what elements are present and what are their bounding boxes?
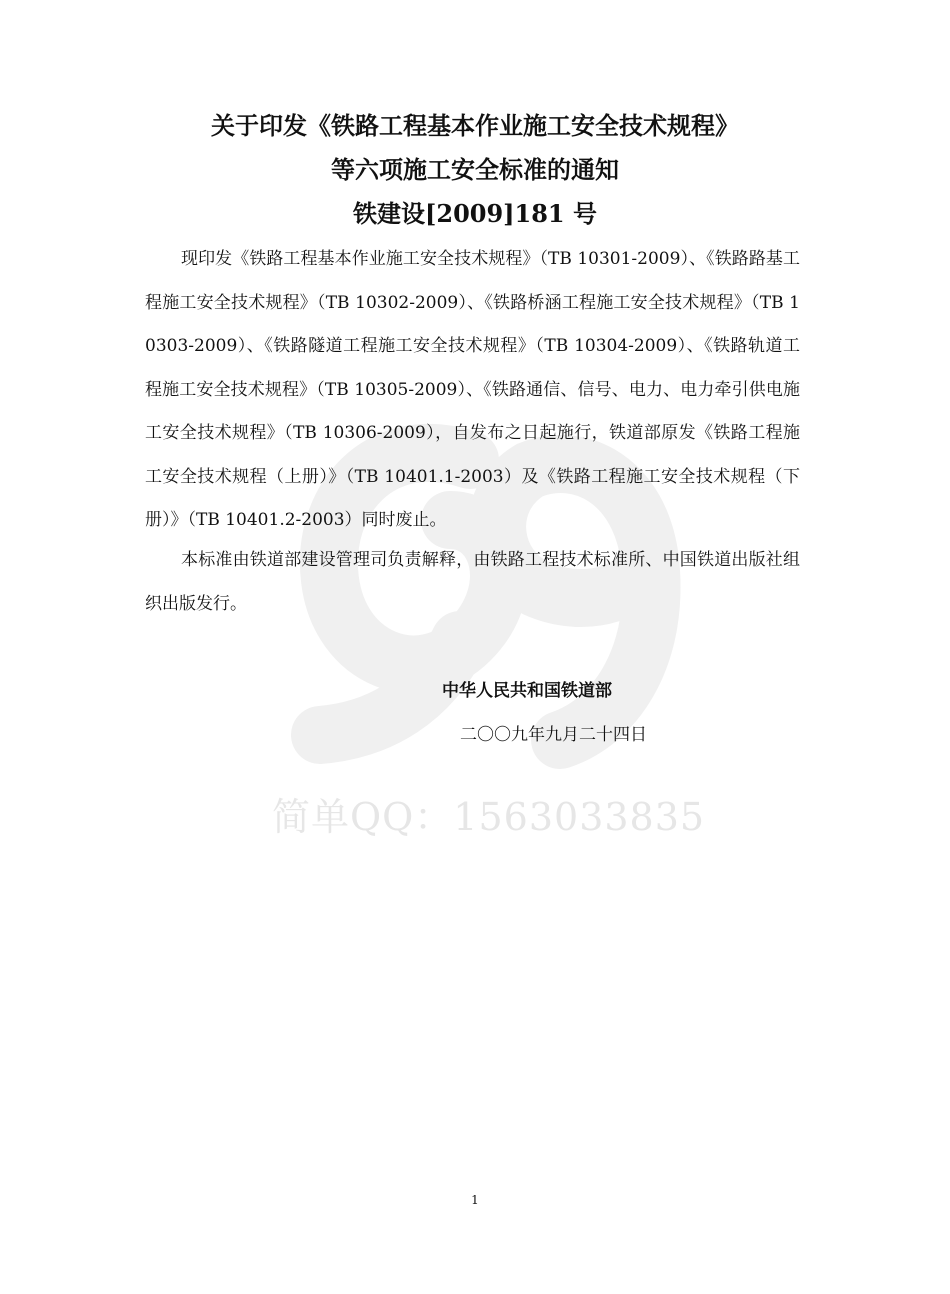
body-paragraph-1: 现印发《铁路工程基本作业施工安全技术规程》（TB 10301-2009）、《铁路路基工程施工安全技术规程》（TB 10302-2009）、《铁路桥涵工程施工安全技术规程》（TB 10303-2009）、《铁路隧道工程施工安全技术规程》（TB 10304-2009）、《铁路轨道工程施工安全技术规程》（TB 10305-2009）、《铁路通信、信号、电力、电力牵引供电施工安全技术规程》（TB 10306-2009），自发布之日起施行，铁道部原发《铁路工程施工安全技术规程（上册）》（TB 10401.1-2003）及《铁路工程施工安全技术规程（下册）》（TB 10401.2-2003）同时废止。	[145, 249, 800, 530]
document-number: 铁建设[2009]181 号	[353, 199, 597, 228]
watermark-text: 简单QQ：1563033835	[272, 795, 706, 839]
issue-date: 二〇〇九年九月二十四日	[460, 725, 647, 745]
issuer-signature: 中华人民共和国铁道部	[442, 681, 612, 701]
document-title-line-1: 关于印发《铁路工程基本作业施工安全技术规程》	[211, 111, 739, 140]
page-number: 1	[471, 1193, 479, 1207]
document-title-line-2: 等六项施工安全标准的通知	[331, 155, 619, 184]
body-paragraph-2: 本标准由铁道部建设管理司负责解释，由铁路工程技术标准所、中国铁道出版社组织出版发行。	[145, 550, 800, 614]
